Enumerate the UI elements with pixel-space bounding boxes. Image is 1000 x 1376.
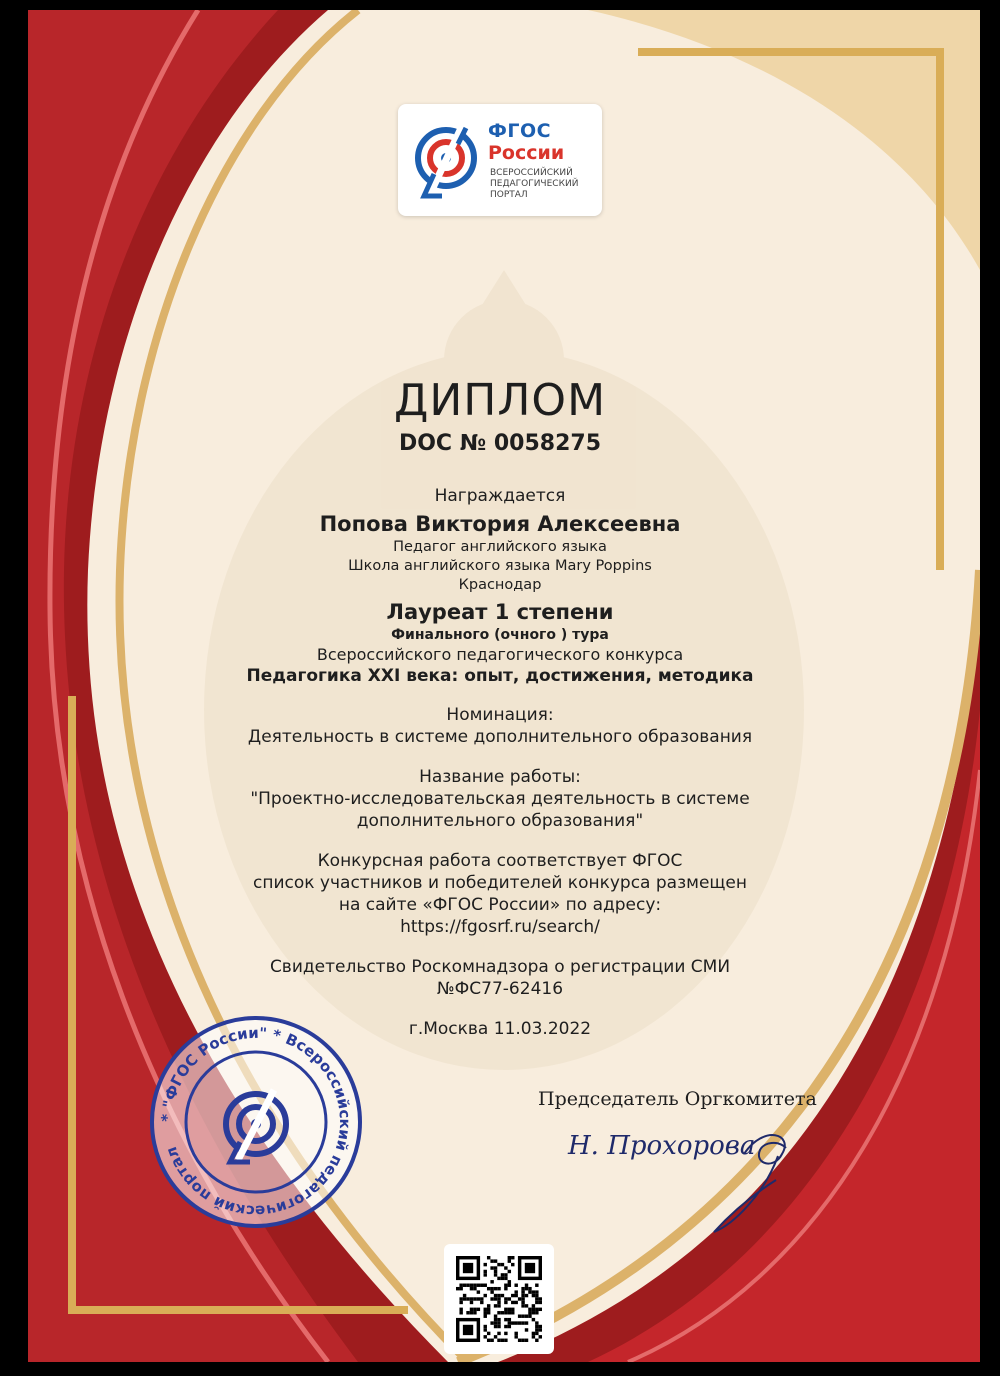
chairman-signature xyxy=(564,1114,824,1244)
logo-subtitle xyxy=(490,168,600,201)
logo-sub-line: ПОРТАЛ xyxy=(490,190,528,200)
svg-text:Н. Прохорова: Н. Прохорова xyxy=(568,1131,756,1161)
official-stamp xyxy=(146,1012,366,1232)
contest-stage: Финального (очного ) тура xyxy=(391,627,609,643)
recipient-position: Педагог английского языка xyxy=(393,539,607,555)
work-title-label: Название работы: xyxy=(419,767,581,787)
recipient-name: Попова Виктория Алексеевна xyxy=(319,512,681,536)
qr-code[interactable] xyxy=(444,1244,554,1354)
diploma-content xyxy=(178,375,822,1040)
nomination-label: Номинация: xyxy=(446,705,554,725)
fgos-compliance: Конкурсная работа соответствует ФГОС xyxy=(317,851,683,871)
logo-title-second: России xyxy=(488,142,565,164)
contest-name: Педагогика XXI века: опыт, достижения, методика xyxy=(246,666,754,686)
diploma-title: ДИПЛОМ xyxy=(393,375,607,426)
fgos-logo xyxy=(398,104,602,216)
recipient-city: Краснодар xyxy=(458,577,542,593)
fgos-logo-icon xyxy=(412,118,482,202)
qr-code-image xyxy=(456,1256,542,1342)
place-and-date: г.Москва 11.03.2022 xyxy=(408,1019,592,1039)
work-title-line: "Проектно-исследовательская деятельность в системе xyxy=(250,789,750,809)
awarded-label: Награждается xyxy=(434,486,566,506)
doc-number: DOC № 0058275 xyxy=(398,431,602,456)
media-registration: Свидетельство Роскомнадзора о регистрации СМИ xyxy=(269,957,731,977)
media-registration-number: №ФС77-62416 xyxy=(436,979,564,999)
laureate-degree: Лауреат 1 степени xyxy=(386,600,614,624)
chairman-title: Председатель Оргкомитета xyxy=(538,1088,817,1110)
recipient-organization: Школа английского языка Mary Poppins xyxy=(348,558,652,574)
fgos-site-note: на сайте «ФГОС России» по адресу: xyxy=(338,895,662,915)
fgos-url-link[interactable]: https://fgosrf.ru/search/ xyxy=(400,917,600,937)
diploma-page xyxy=(28,10,980,1362)
nomination-value: Деятельность в системе дополнительного образования xyxy=(247,727,753,747)
work-title-line: дополнительного образования" xyxy=(356,811,644,831)
fgos-participants-note: список участников и победителей конкурса размещен xyxy=(253,873,747,893)
contest-type: Всероссийского педагогического конкурса xyxy=(316,645,684,664)
logo-sub-line: ПЕДАГОГИЧЕСКИЙ xyxy=(490,179,579,189)
logo-title: ФГОС xyxy=(488,120,552,142)
logo-sub-line: ВСЕРОССИЙСКИЙ xyxy=(490,168,573,178)
stamp-ring-text: * "ФГОС России" * Всероссийский педагогический портал xyxy=(157,1023,355,1221)
